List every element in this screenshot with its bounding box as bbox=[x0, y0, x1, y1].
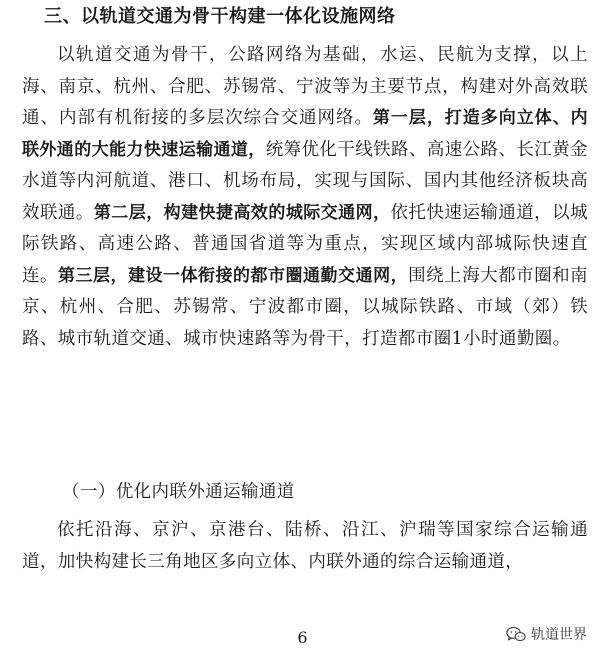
watermark-text: 轨道世界 bbox=[531, 627, 587, 643]
wechat-icon bbox=[506, 626, 526, 643]
paragraph-text: 以轨道交通为骨干，公路网络为基础，水运、民航为支撑，以上海、南京、杭州、合肥、苏锡常、宁波等为主要节点，构建对外高效联通、内部有机衔接的多层次综合交通网络。 bbox=[22, 45, 588, 128]
sub-heading: （一）优化内联外通运输通道 bbox=[62, 482, 295, 502]
watermark bbox=[506, 624, 587, 644]
paragraph-text: 依托快速运输通道，以城际铁路、高速公路、普通国省道等为重点，实现区域内部城际快速直连。 bbox=[22, 202, 588, 286]
paragraph-transport-network bbox=[22, 40, 588, 355]
paragraph-text: 围绕上海大都市圈和南京、杭州、合肥、苏锡常、宁波都市圈，以城际铁路、市域（郊）铁路、城市轨道交通、城市快速路等为骨干，打造都市圈1小时通勤圈。 bbox=[22, 265, 589, 349]
paragraph-text: 统筹优化干线铁路、高速公路、长江黄金水道等内河航道、港口、机场布局，实现与国际、国内其他经济板块高效联通。 bbox=[22, 139, 588, 223]
layer-three-title: 第三层，建设一体衔接的都市圈通勤交通网， bbox=[58, 265, 409, 286]
layer-one-title: 第一层，打造多向立体、内联外通的大能力快速运输通道， bbox=[22, 108, 588, 160]
section-heading: 三、以轨道交通为骨干构建一体化设施网络 bbox=[44, 6, 396, 27]
paragraph-transport-corridors: 依托沿海、京沪、京港台、陆桥、沿江、沪瑞等国家综合运输通道，加快构建长三角地区多向立体、内联外通的综合运输通道， bbox=[22, 520, 588, 572]
page-number: 6 bbox=[297, 628, 308, 647]
layer-two-title: 第二层，构建快捷高效的城际交通网， bbox=[93, 202, 391, 223]
